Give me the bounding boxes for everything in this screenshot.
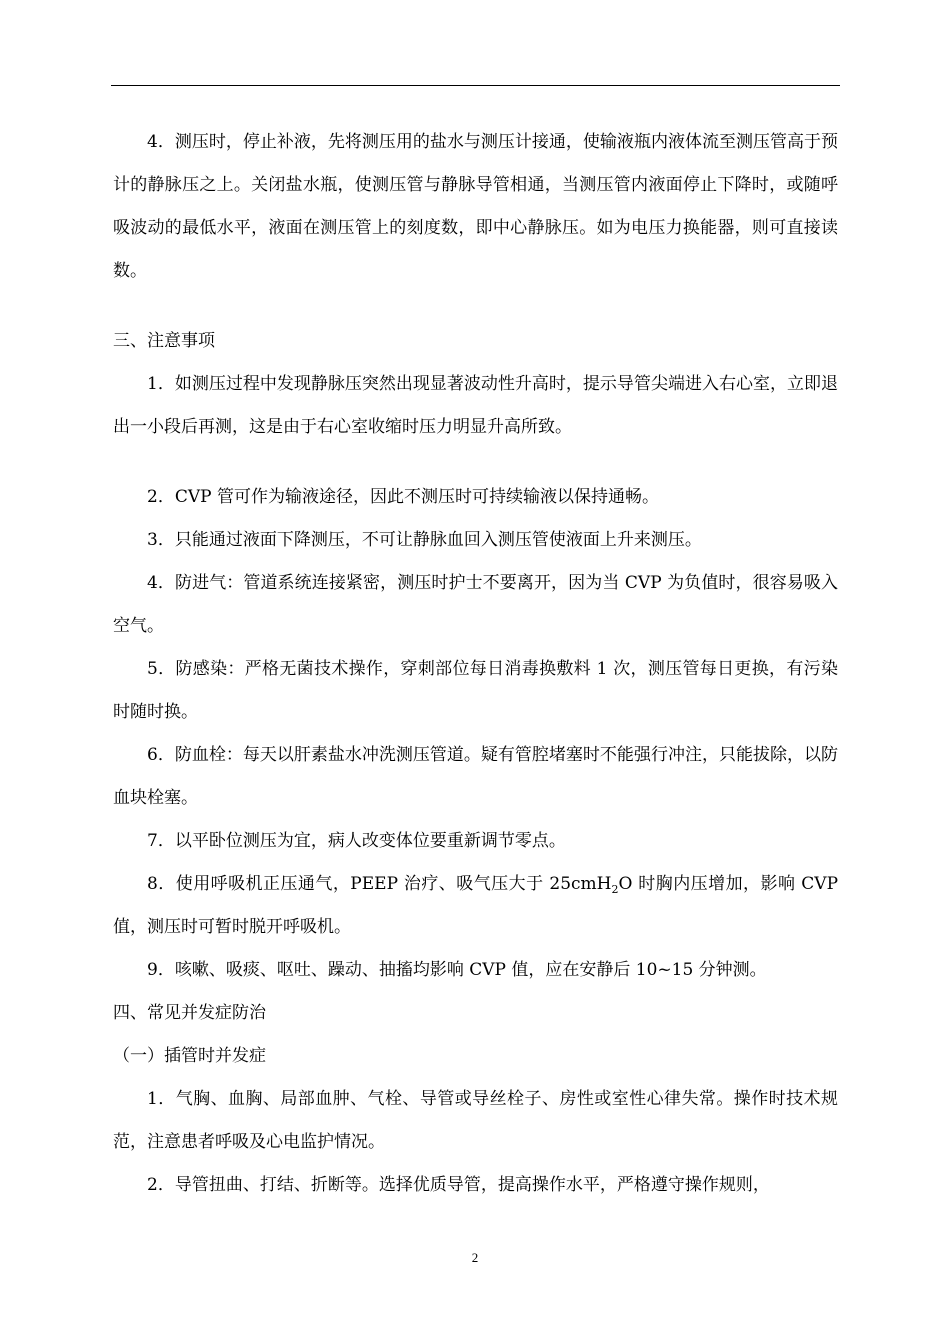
intubation-item-1: 1．气胸、血胸、局部血肿、气栓、导管或导丝栓子、房性或室性心律失常。操作时技术规范，注意患者呼吸及心电监护情况。 bbox=[113, 1089, 838, 1152]
section-heading-precautions: 三、注意事项 bbox=[113, 331, 215, 351]
page-body bbox=[113, 121, 838, 1207]
precaution-item-1: 1．如测压过程中发现静脉压突然出现显著波动性升高时，提示导管尖端进入右心室，立即退出一小段后再测，这是由于右心室收缩时压力明显升高所致。 bbox=[113, 374, 838, 437]
precaution-item-8 bbox=[113, 863, 838, 949]
paragraph-measure-step-4: 4．测压时，停止补液，先将测压用的盐水与测压计接通，使输液瓶内液体流至测压管高于预计的静脉压之上。关闭盐水瓶，使测压管与静脉导管相通，当测压管内液面停止下降时，或随呼吸波动的最低水平，液面在测压管上的刻度数，即中心静脉压。如为电压力换能器，则可直接读数。 bbox=[113, 132, 838, 281]
precaution-item-9: 9．咳嗽、吸痰、呕吐、躁动、抽搐均影响 CVP 值，应在安静后 10~15 分钟测。 bbox=[147, 960, 767, 980]
precaution-item-5: 5．防感染：严格无菌技术操作，穿刺部位每日消毒换敷料 1 次，测压管每日更换，有污染时随时换。 bbox=[113, 659, 838, 722]
precaution-item-2: 2．CVP 管可作为输液途径，因此不测压时可持续输液以保持通畅。 bbox=[147, 487, 659, 507]
precaution-item-7: 7．以平卧位测压为宜，病人改变体位要重新调节零点。 bbox=[147, 831, 566, 851]
precaution-8-text-end: O 时胸内压增加，影响 CVP 值，测压时可暂时脱开呼吸机。 bbox=[113, 874, 839, 937]
page-number: 2 bbox=[471, 1250, 479, 1265]
precaution-item-4: 4．防进气：管道系统连接紧密，测压时护士不要离开，因为当 CVP 为负值时，很容易吸入空气。 bbox=[113, 573, 838, 636]
subsection-heading-intubation: （一）插管时并发症 bbox=[113, 1046, 266, 1066]
intubation-item-2: 2．导管扭曲、打结、折断等。选择优质导管，提高操作水平，严格遵守操作规则， bbox=[147, 1175, 770, 1195]
precaution-8-text-start: 8．使用呼吸机正压通气，PEEP 治疗、吸气压大于 25cmH bbox=[147, 874, 612, 894]
precaution-item-3: 3．只能通过液面下降测压，不可让静脉血回入测压管使液面上升来测压。 bbox=[147, 530, 702, 550]
header-rule bbox=[111, 85, 840, 86]
section-heading-complications: 四、常见并发症防治 bbox=[113, 1003, 266, 1023]
precaution-8-subscript: 2 bbox=[611, 883, 619, 896]
precaution-item-6: 6．防血栓：每天以肝素盐水冲洗测压管道。疑有管腔堵塞时不能强行冲注，只能拔除，以防血块栓塞。 bbox=[113, 745, 838, 808]
